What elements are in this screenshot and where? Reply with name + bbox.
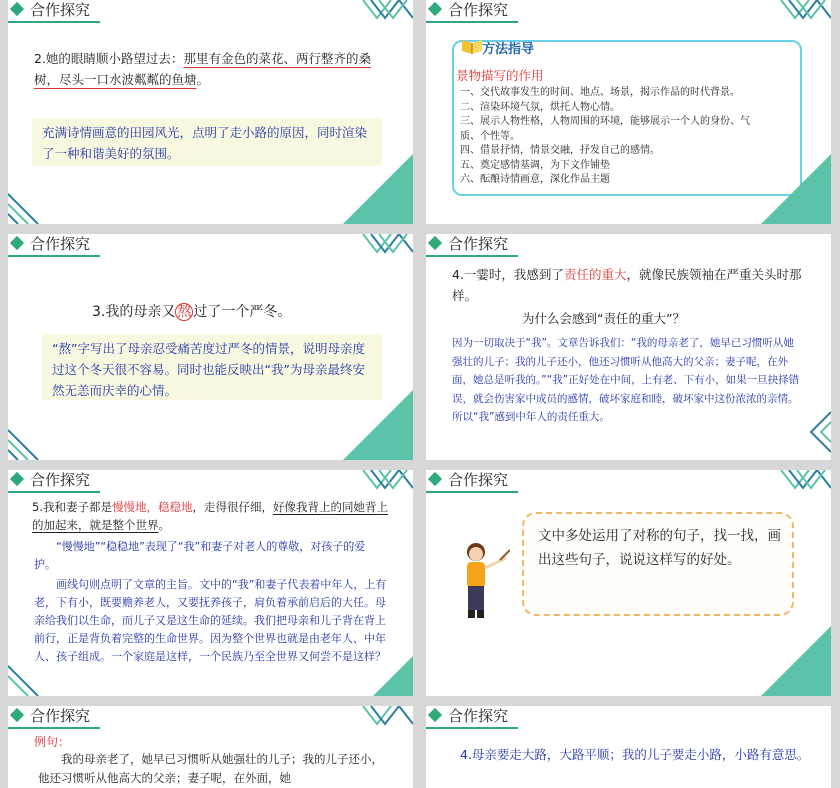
book-icon bbox=[462, 36, 482, 54]
corner-triangle bbox=[373, 656, 413, 696]
circled-word: 熬 bbox=[177, 304, 192, 320]
corner-triangle bbox=[761, 154, 831, 224]
header-underline bbox=[8, 255, 100, 257]
corner-triangle bbox=[343, 390, 413, 460]
underlined-sentence: 好像我背上的同她背上的加起来，就是整个世界 bbox=[32, 500, 388, 532]
header-title: 合作探究 bbox=[448, 1, 509, 19]
diamond-icon bbox=[428, 236, 442, 250]
question-suffix: 。 bbox=[158, 518, 170, 532]
question-text: 4.母亲要走大路，大路平顺；我的儿子要走小路，小路有意思。 bbox=[460, 747, 810, 762]
slide-6[interactable] bbox=[426, 470, 831, 696]
example-label: 例句： bbox=[34, 735, 71, 749]
question-text bbox=[34, 48, 384, 90]
question-text bbox=[32, 498, 388, 534]
sub-question: 为什么会感到“责任的重大”？ bbox=[522, 311, 685, 326]
slide-5[interactable] bbox=[8, 470, 413, 696]
header-title: 合作探究 bbox=[30, 707, 91, 725]
header-underline bbox=[426, 727, 518, 729]
answer-box: 充满诗情画意的田园风光，点明了走小路的原因，同时渲染了一种和谐美好的氛围。 bbox=[32, 118, 382, 166]
list-item: 六、酝酿诗情画意，深化作品主题 bbox=[460, 174, 610, 185]
answer-paragraph-1: “慢慢地”“稳稳地”表现了“我”和妻子对老人的尊敬，对孩子的爱护。 bbox=[34, 540, 366, 571]
teacher-illustration-icon bbox=[456, 540, 510, 620]
question-after: ，就像民族领袖在严重关头时那样。 bbox=[452, 267, 802, 303]
stripes-decoration-icon bbox=[761, 0, 831, 44]
slide-header bbox=[426, 706, 831, 728]
method-list bbox=[460, 86, 800, 188]
question-mid: ，走得很仔细， bbox=[192, 500, 273, 514]
diamond-icon bbox=[428, 472, 442, 486]
header-underline bbox=[426, 255, 518, 257]
corner-stripes-icon bbox=[8, 184, 68, 224]
question-prefix: 2.她的眼睛顺小路望过去： bbox=[34, 51, 184, 66]
highlight-phrase: 责任的重大 bbox=[563, 267, 627, 282]
diamond-icon bbox=[428, 708, 442, 722]
stripes-decoration-icon bbox=[761, 470, 831, 514]
header-underline bbox=[8, 491, 100, 493]
list-item: 五、奠定感情基调，为下文作铺垫 bbox=[460, 159, 610, 171]
header-underline bbox=[426, 21, 518, 23]
diamond-icon bbox=[10, 472, 24, 486]
question-text bbox=[452, 264, 802, 306]
header-title: 合作探究 bbox=[448, 707, 509, 725]
question-before: 3.我的母亲又 bbox=[92, 304, 176, 320]
bubble-text: 文中多处运用了对称的句子，找一找，画出这些句子，说说这样写的好处。 bbox=[538, 528, 781, 568]
slide-8[interactable] bbox=[426, 706, 831, 788]
header-underline bbox=[426, 491, 518, 493]
example-text: 我的母亲老了，她早已习惯听从她强壮的儿子；我的儿子还小，他还习惯听从他高大的父亲；妻子呢，在外面，她 bbox=[38, 752, 383, 785]
header-underline bbox=[8, 21, 100, 23]
header-title: 合作探究 bbox=[30, 471, 91, 489]
stripes-decoration-icon bbox=[343, 0, 413, 44]
question-suffix: 。 bbox=[196, 72, 210, 87]
list-item: 二、渲染环境气氛，烘托人物心情。 bbox=[460, 101, 620, 113]
diamond-icon bbox=[10, 708, 24, 722]
slide-1[interactable] bbox=[8, 0, 413, 224]
slide-header bbox=[426, 234, 831, 256]
question-before: 4.一霎时，我感到了 bbox=[452, 267, 564, 282]
diamond-icon bbox=[428, 2, 442, 16]
question-text bbox=[92, 302, 291, 323]
diamond-icon bbox=[10, 2, 24, 16]
corner-triangle bbox=[343, 154, 413, 224]
header-title: 合作探究 bbox=[448, 235, 509, 253]
header-title: 合作探究 bbox=[30, 1, 91, 19]
slide-3[interactable] bbox=[8, 234, 413, 460]
diamond-icon bbox=[10, 236, 24, 250]
stripes-decoration-icon bbox=[343, 234, 413, 278]
corner-triangle bbox=[761, 626, 831, 696]
corner-stripes-icon bbox=[8, 420, 68, 460]
stripes-decoration-icon bbox=[343, 706, 413, 750]
slide-7[interactable] bbox=[8, 706, 413, 788]
list-item: 三、展示人物性格，人物周围的环境，能够展示一个人的身份、气质、个性等。 bbox=[460, 116, 750, 142]
slide-2[interactable] bbox=[426, 0, 831, 224]
question-after: 过了一个严冬。 bbox=[193, 304, 292, 320]
answer-paragraph-2: 画线句则点明了文章的主旨。文中的“我”和妻子代表着中年人，上有老，下有小，既要赡养老人，又要抚养孩子，肩负着承前启后的大任。母亲给我们以生命，而儿子又是这生命的延续。我们把母亲和儿子背在背上前行，正是背负着完整的生命世界。因为整个世界也就是由老年人、中年人、孩子组成。一个家庭是这样，一个民族乃至全世界又何尝不是这样？ bbox=[34, 578, 387, 663]
answer-box: “熬”字写出了母亲忍受痛苦度过严冬的情景，说明母亲度过这个冬天很不容易。同时也能反映出“我”为母亲最终安然无恙而庆幸的心情。 bbox=[42, 334, 382, 400]
method-subtitle: 景物描写的作用 bbox=[456, 68, 544, 83]
stripes-decoration-icon bbox=[781, 402, 831, 460]
answer-paragraph: 因为一切取决于“我”。文章告诉我们：“我的母亲老了，她早已习惯听从她强壮的儿子；我的儿子还小，他还习惯听从他高大的父亲；妻子呢，在外面，她总是听我的。”“我”正好处在中间，上有老、下有小，如果一旦抉择错误，就会伤害家中成员的感情，破坏家庭和睦，破坏家中这份浓浓的亲情。所以“我”感到中年人的责任重大。 bbox=[452, 337, 800, 423]
highlight-phrase: 慢慢地，稳稳地 bbox=[111, 500, 193, 514]
underlined-sentence: 那里有金色的菜花、两行整齐的桑树，尽头一口水波粼粼的鱼塘 bbox=[34, 51, 371, 87]
corner-stripes-icon bbox=[8, 656, 68, 696]
method-title: 方法指导 bbox=[482, 42, 535, 57]
header-title: 合作探究 bbox=[30, 235, 91, 253]
list-item: 一、交代故事发生的时间、地点、场景，揭示作品的时代背景。 bbox=[460, 87, 740, 98]
header-underline bbox=[8, 727, 100, 729]
slide-4[interactable] bbox=[426, 234, 831, 460]
header-title: 合作探究 bbox=[448, 471, 509, 489]
list-item: 四、借景抒情，情景交融，抒发自己的感情。 bbox=[460, 145, 660, 156]
question-prefix: 5.我和妻子都是 bbox=[32, 500, 112, 514]
